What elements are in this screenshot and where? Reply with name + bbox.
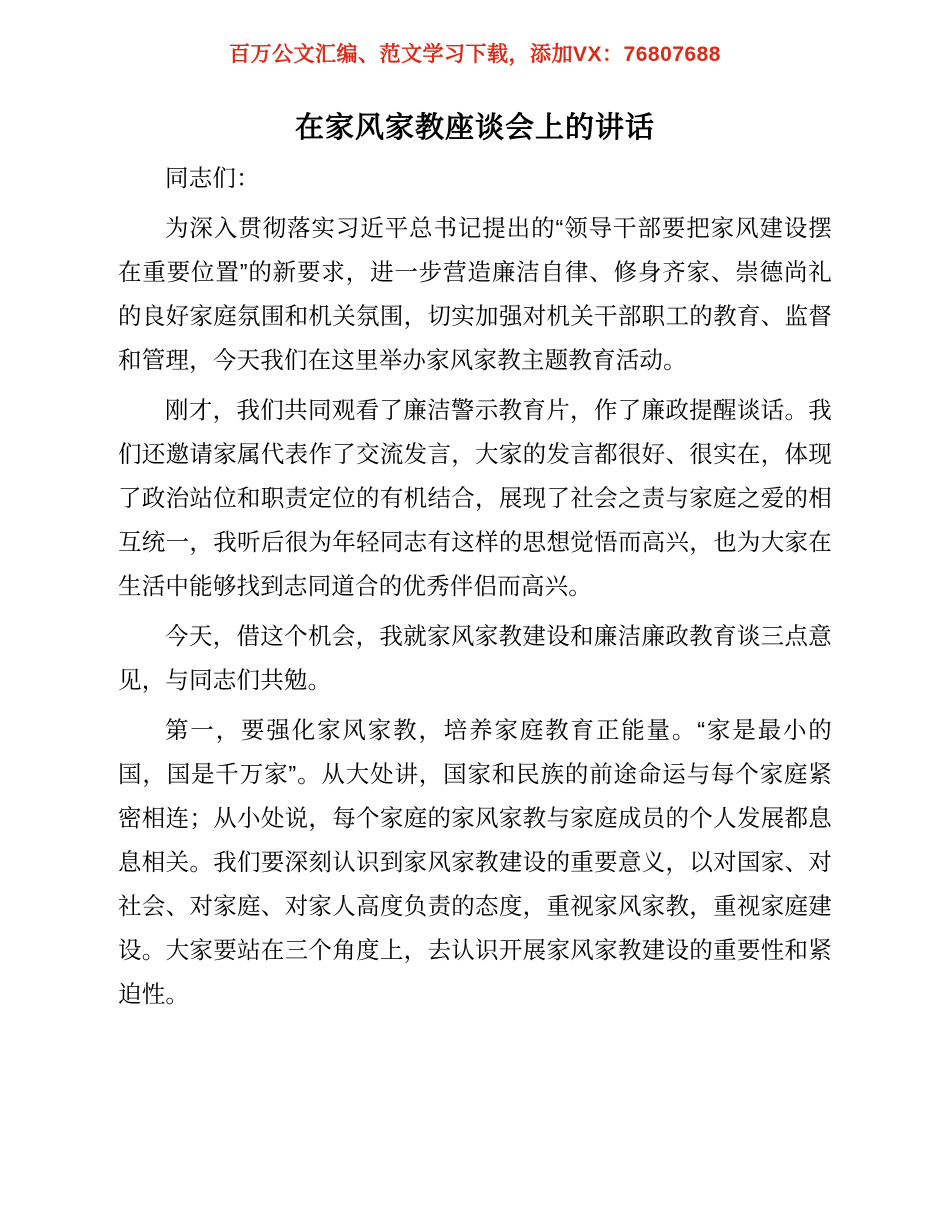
- paragraph-3: 今天，借这个机会，我就家风家教建设和廉洁廉政教育谈三点意见，与同志们共勉。: [118, 623, 832, 694]
- paragraph-4: 第一，要强化家风家教，培养家庭教育正能量。“家是最小的国，国是千万家”。从大处讲，国家和民族的前途命运与每个家庭紧密相连；从小处说，每个家庭的家风家教与家庭成员的个人发展都息息相关。我们要深刻认识到家风家教建设的重要意义，以对国家、对社会、对家庭、对家人高度负责的态度，重视家风家教，重视家庭建设。大家要站在三个角度上，去认识开展家风家教建设的重要性和紧迫性。: [118, 717, 832, 1008]
- paragraph-2: 刚才，我们共同观看了廉洁警示教育片，作了廉政提醒谈话。我们还邀请家属代表作了交流发言，大家的发言都很好、很实在，体现了政治站位和职责定位的有机结合，展现了社会之责与家庭之爱的相互统一，我听后很为年轻同志有这样的思想觉悟而高兴，也为大家在生活中能够找到志同道合的优秀伴侣而高兴。: [118, 397, 832, 600]
- page-title: 在家风家教座谈会上的讲话: [294, 112, 655, 145]
- promo-watermark-text: 百万公文汇编、范文学习下载，添加VX：76807688: [229, 43, 721, 66]
- paragraph-salutation: 同志们：: [165, 165, 260, 192]
- paragraph-1: 为深入贯彻落实习近平总书记提出的“领导干部要把家风建设摆在重要位置”的新要求，进一步营造廉洁自律、修身齐家、崇德尚礼的良好家庭氛围和机关氛围，切实加强对机关干部职工的教育、监督和管理，今天我们在这里举办家风家教主题教育活动。: [118, 215, 832, 374]
- document-body: [118, 156, 832, 1016]
